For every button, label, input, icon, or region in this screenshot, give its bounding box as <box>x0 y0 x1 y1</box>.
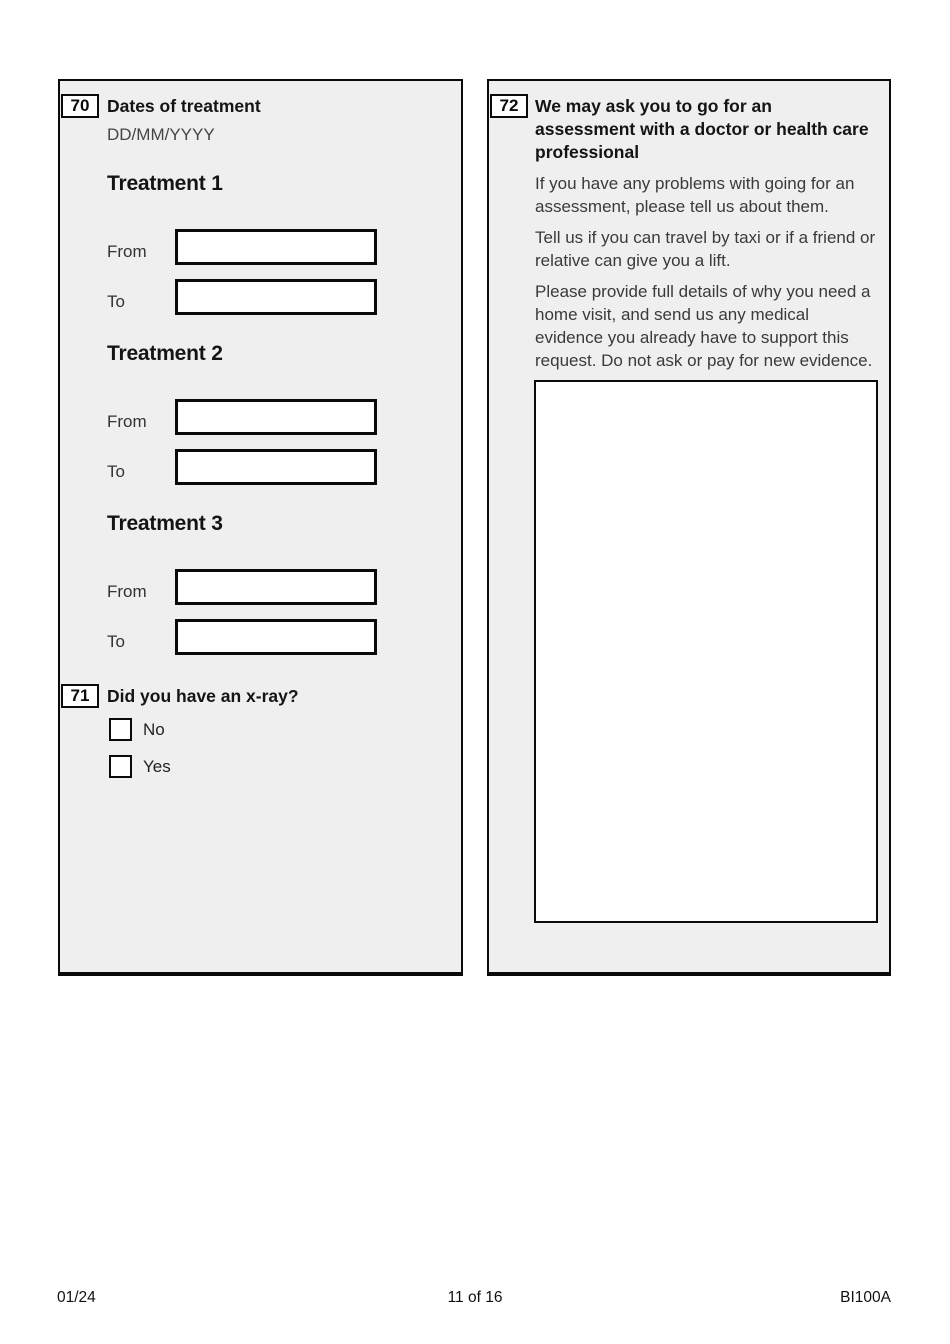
xray-no-option <box>109 718 461 741</box>
treatment-3-to-input[interactable] <box>175 619 377 655</box>
question-title: Did you have an x-ray? <box>107 686 299 706</box>
to-label: To <box>107 632 125 651</box>
treatment-3-to-row <box>107 619 461 655</box>
treatment-3-from-row <box>107 569 461 605</box>
question-number-badge: 71 <box>61 684 99 708</box>
xray-no-checkbox[interactable] <box>109 718 132 741</box>
left-form-panel <box>58 79 463 976</box>
question-71 <box>60 684 461 708</box>
xray-yes-option <box>109 755 461 778</box>
question-title: Dates of treatment <box>107 96 261 116</box>
date-format-hint: DD/MM/YYYY <box>107 125 215 144</box>
treatment-2-to-row <box>107 449 461 485</box>
question-number-badge: 72 <box>490 94 528 118</box>
treatment-3-from-input[interactable] <box>175 569 377 605</box>
from-label: From <box>107 582 147 601</box>
assessment-paragraph-2: Tell us if you can travel by taxi or if a friend or relative can give you a lift. <box>535 228 876 270</box>
question-72 <box>489 94 889 164</box>
treatment-2-from-row <box>107 399 461 435</box>
footer-date: 01/24 <box>57 1289 96 1306</box>
xray-no-label: No <box>143 719 165 739</box>
assessment-details-textbox[interactable] <box>534 380 878 923</box>
question-70 <box>60 94 461 145</box>
treatment-1-heading: Treatment 1 <box>107 172 223 195</box>
footer-form-code: BI100A <box>840 1289 891 1306</box>
treatment-2-from-input[interactable] <box>175 399 377 435</box>
right-form-panel <box>487 79 891 976</box>
footer-page-number: 11 of 16 <box>447 1289 503 1306</box>
treatment-1-to-row <box>107 279 461 315</box>
treatment-1-from-input[interactable] <box>175 229 377 265</box>
assessment-paragraph-1: If you have any problems with going for an assessment, please tell us about them. <box>535 174 855 216</box>
from-label: From <box>107 412 147 431</box>
xray-yes-label: Yes <box>143 756 171 776</box>
treatment-1-from-row <box>107 229 461 265</box>
to-label: To <box>107 462 125 481</box>
treatment-2-heading: Treatment 2 <box>107 342 223 365</box>
to-label: To <box>107 292 125 311</box>
question-title: We may ask you to go for an assessment with a doctor or health care professional <box>535 96 869 162</box>
question-number-badge: 70 <box>61 94 99 118</box>
treatment-3-heading: Treatment 3 <box>107 512 223 535</box>
treatment-1-to-input[interactable] <box>175 279 377 315</box>
treatment-2-to-input[interactable] <box>175 449 377 485</box>
xray-yes-checkbox[interactable] <box>109 755 132 778</box>
assessment-paragraph-3: Please provide full details of why you need a home visit, and send us any medical evidence you already have to support this request. Do not ask or pay for new evidence. <box>535 282 873 370</box>
from-label: From <box>107 242 147 261</box>
